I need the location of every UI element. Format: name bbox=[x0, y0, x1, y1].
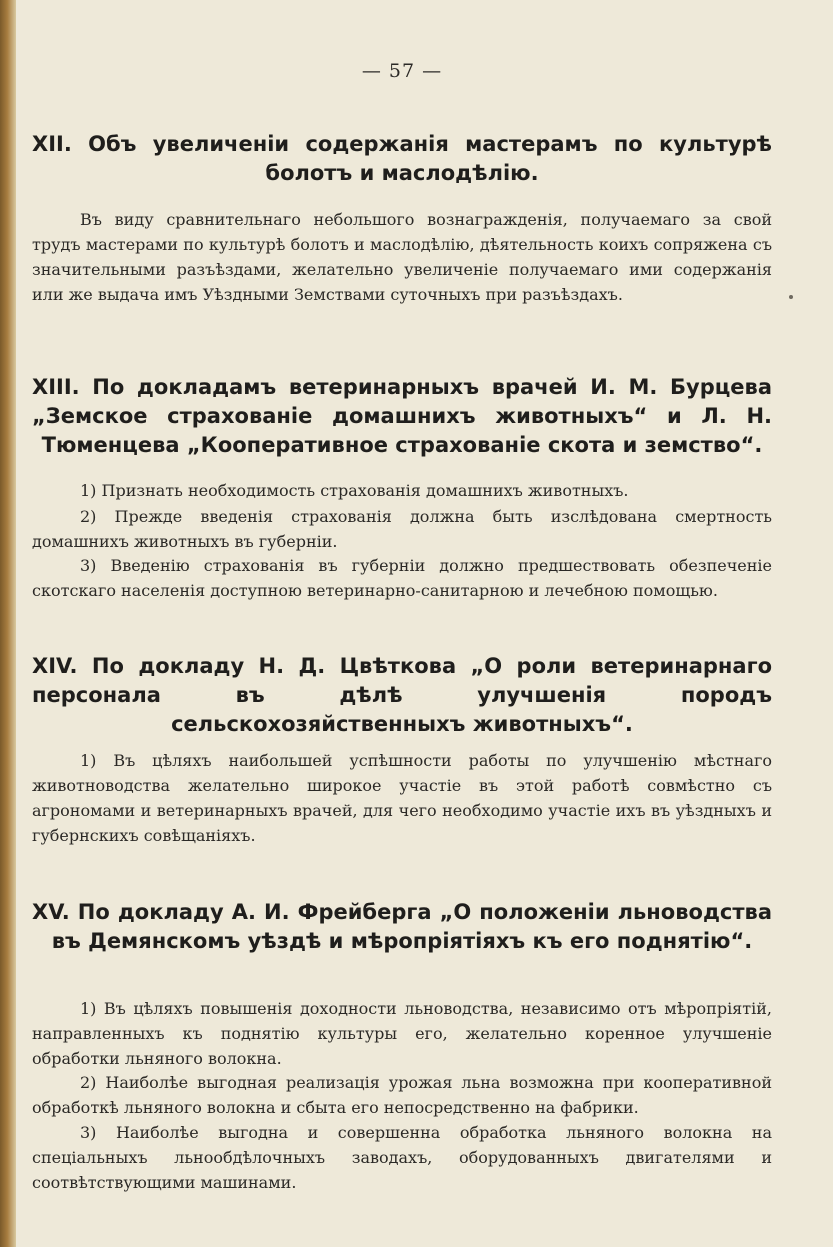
book-spine bbox=[0, 0, 16, 1247]
paper-speck bbox=[789, 295, 793, 299]
section-heading-xii: XII. Объ увеличенiи содержанія мастерамъ по культурѣ болотъ и маслодѣлію. bbox=[32, 132, 772, 185]
section-xii-paragraph-1: Въ виду сравнительнаго небольшого вознагражденія, получаемаго за свой трудъ мастерами по культурѣ болотъ и маслодѣлію, дѣятельность коихъ сопряжена съ значительными разъѣздами, желательно увеличеніе получаемаго ими содержанія или же выдача имъ Уѣздными Земствами суточныхъ при разъѣздахъ. bbox=[32, 210, 772, 304]
section-xv-paragraph-2: 2) Наиболѣе выгодная реализація урожая льна возможна при кооперативной обработкѣ льняного волокна и сбыта его непосредственно на фабрики. bbox=[32, 1073, 772, 1117]
section-xiii-paragraph-1: 1) Признать необходимость страхованія домашнихъ животныхъ. bbox=[80, 481, 629, 500]
section-xiii-paragraph-3: 3) Введенію страхованія въ губерніи должно предшествовать обезпеченіе скотскаго населенія доступною ветеринарно-санитарною и лечебною помощью. bbox=[32, 556, 772, 600]
section-xiv-paragraph-1: 1) Въ цѣляхъ наибольшей успѣшности работы по улучшенію мѣстнаго животноводства желательно широкое участіе въ этой работѣ совмѣстно съ агрономами и ветеринарныхъ врачей, для чего необходимо участіе ихъ въ уѣздныхъ и губернскихъ совѣщаніяхъ. bbox=[32, 751, 772, 845]
document-page bbox=[32, 0, 772, 1247]
section-xv-paragraph-3: 3) Наиболѣе выгодна и совершенна обработка льняного волокна на спеціальныхъ льнообдѣлочныхъ заводахъ, оборудованныхъ двигателями и соотвѣтствующими машинами. bbox=[32, 1123, 772, 1192]
section-heading-xiii: XIII. По докладамъ ветеринарныхъ врачей И. М. Бурцева „Земское страхованіе домашнихъ животныхъ“ и Л. Н. Тюменцева „Кооперативное страхованіе скота и земство“. bbox=[32, 375, 772, 457]
section-heading-xiv: XIV. По докладу Н. Д. Цвѣткова „О роли ветеринарнаго персонала въ дѣлѣ улучшенія породъ сельскохозяйственныхъ животныхъ“. bbox=[32, 654, 772, 736]
section-xv-paragraph-1: 1) Въ цѣляхъ повышенія доходности льноводства, независимо отъ мѣропріятій, направленныхъ къ поднятію культуры его, желательно коренное улучшеніе обработки льняного волокна. bbox=[32, 999, 772, 1068]
section-heading-xv: XV. По докладу А. И. Фрейберга „О положеніи льноводства въ Демянскомъ уѣздѣ и мѣропріятіяхъ къ его поднятію“. bbox=[32, 900, 772, 953]
page-number: — 57 — bbox=[361, 60, 443, 82]
section-xiii-paragraph-2: 2) Прежде введенія страхованія должна быть изслѣдована смертность домашнихъ животныхъ въ губерніи. bbox=[32, 507, 772, 551]
